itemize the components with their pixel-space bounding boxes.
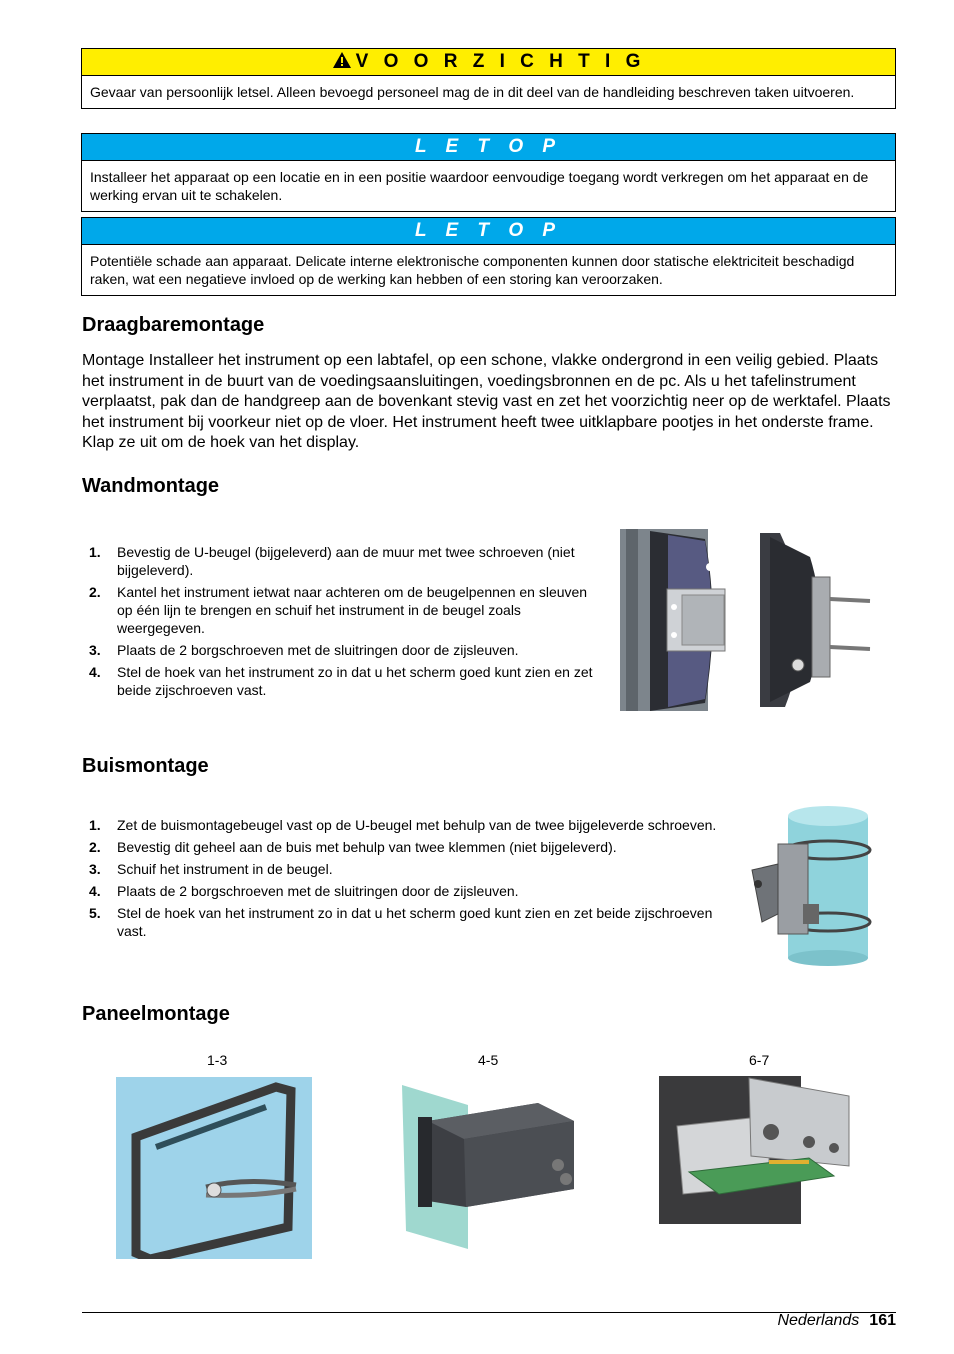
list-item: 2. Bevestig dit geheel aan de buis met behulp van twee klemmen (niet bijgeleverd). <box>89 839 617 855</box>
list-item: 4. Stel de hoek van het instrument zo in dat u het scherm goed kunt zien en zet beide zijschroeven vast. <box>89 664 593 698</box>
note-text-2: Potentiële schade aan apparaat. Delicate interne elektronische componenten kunnen door statische elektriciteit beschadigd raken, wat een negatieve invloed op de werking kan hebben of een storing kan veroorzaken. <box>90 253 855 287</box>
section-title-wand: Wandmontage <box>82 475 220 497</box>
footer-language: Nederlands <box>777 1312 860 1329</box>
footer-rule <box>82 1312 896 1313</box>
list-item: 3. Schuif het instrument in de beugel. <box>89 861 333 877</box>
note-header-2: L E T O P <box>82 218 895 245</box>
list-item: 1. Bevestig de U-beugel (bijgeleverd) aan de muur met twee schroeven (niet bijgeleverd). <box>89 544 575 578</box>
warning-text: Gevaar van persoonlijk letsel. Alleen bevoegd personeel mag de in dit deel van de handleiding beschreven taken uitvoeren. <box>90 84 855 100</box>
list-item: 5. Stel de hoek van het instrument zo in dat u het scherm goed kunt zien en zet beide zijschroeven vast. <box>89 905 713 939</box>
list-item: 3. Plaats de 2 borgschroeven met de sluitringen door de zijsleuven. <box>89 642 519 658</box>
warning-header <box>82 49 895 76</box>
wand-steps <box>82 543 597 703</box>
warning-notice <box>81 48 896 109</box>
list-item: 1. Zet de buismontagebeugel vast op de U-beugel met behulp van de twee bijgeleverde schroeven. <box>89 817 717 833</box>
draagbare-paragraph: Montage Installeer het instrument op een labtafel, op een schone, vlakke ondergrond in een veilig gebied. Plaats het instrument in de buurt van de voedingsaansluitingen, voedingsbronnen en de pc. Als u het tafelinstrument verplaatst, pak dan de handgreep aan de bovenkant stevig vast en zet het voorzichtig neer op de werktafel. Plaats het instrument bij voorkeur niet op de vloer. Het instrument heeft twee uitklapbare pootjes in het onderste frame. Klap ze uit om de hoek van het display. <box>82 352 891 451</box>
warning-triangle-icon <box>332 51 352 77</box>
note-text-1: Installeer het apparaat op een locatie en in een positie waardoor eenvoudige toegang wordt verkregen om het apparaat en de werking ervan uit te schakelen. <box>90 169 869 203</box>
panel-caption-1: 1-3 <box>207 1052 228 1068</box>
section-title-draagbare: Draagbaremontage <box>82 314 265 336</box>
panel-step-6-7-illustration <box>659 1076 855 1229</box>
panel-caption-3: 6-7 <box>749 1052 770 1068</box>
warning-title: V O O R Z I C H T I G <box>355 51 646 72</box>
section-title-paneel: Paneelmontage <box>82 1003 230 1025</box>
panel-step-4-5-illustration <box>398 1081 582 1254</box>
note-notice-1 <box>81 133 896 212</box>
list-item: 4. Plaats de 2 borgschroeven met de sluitringen door de zijsleuven. <box>89 883 519 899</box>
section-title-buis: Buismontage <box>82 755 209 777</box>
list-item: 2. Kantel het instrument ietwat naar achteren om de beugelpennen en sleuven op één lijn te brengen en schuif het instrument in de beugel zoals weergegeven. <box>89 584 588 636</box>
note-notice-2 <box>81 217 896 296</box>
page-number: 161 <box>869 1312 896 1329</box>
panel-caption-2: 4-5 <box>478 1052 499 1068</box>
note-header-1: L E T O P <box>82 134 895 161</box>
page-footer <box>777 1312 896 1330</box>
buis-steps <box>82 816 722 944</box>
pipe-mount-illustration <box>748 804 876 971</box>
wall-mount-illustration <box>620 527 875 718</box>
panel-step-1-3-illustration <box>116 1077 312 1264</box>
